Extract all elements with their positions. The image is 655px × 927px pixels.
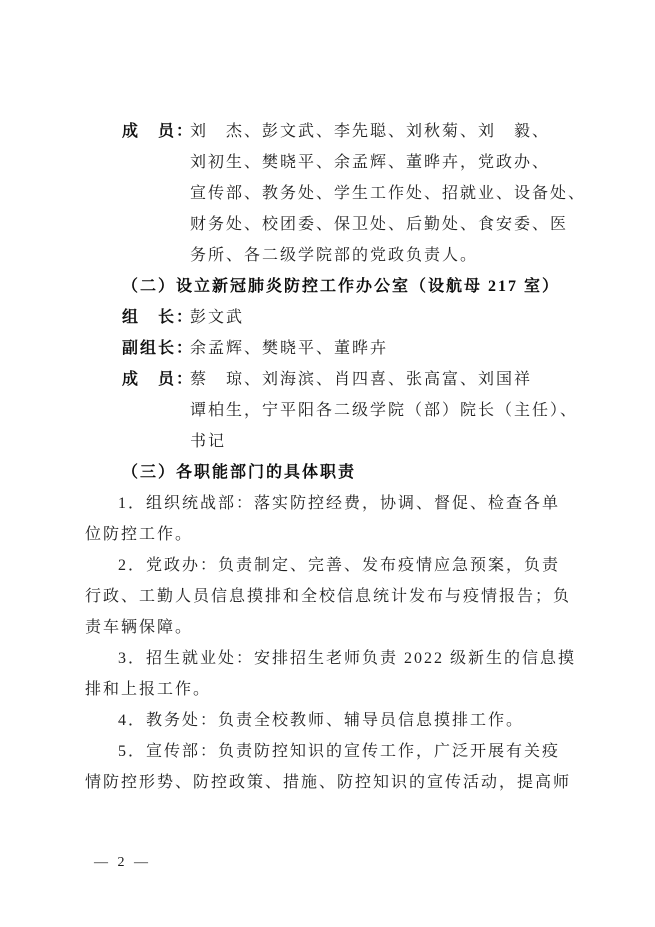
leader-name: 彭文武: [190, 309, 245, 326]
text-line: [85, 333, 585, 364]
text-line: [85, 302, 585, 333]
text-line: 2．党政办：负责制定、完善、发布疫情应急预案，负责: [118, 557, 561, 574]
deputy-names: 余孟辉、樊晓平、董晔卉: [190, 340, 389, 357]
text-line: 位防控工作。: [85, 526, 194, 543]
duty-paragraph-2: [85, 550, 585, 643]
text-line: 1．组织统战部：落实防控经费，协调、督促、检查各单: [118, 495, 561, 512]
text-line: 务所、各二级学院部的党政负责人。: [190, 247, 479, 264]
deputy-role-label: 副组长：: [122, 340, 195, 357]
leader-block: [85, 302, 585, 333]
text-line: 行政、工勤人员信息摸排和全校信息统计发布与疫情报告；负: [85, 588, 572, 605]
members-block-1: [85, 116, 585, 271]
deputy-leader-block: [85, 333, 585, 364]
member-role-label: 成 员：: [122, 371, 195, 388]
page-number: — 2 —: [94, 855, 151, 870]
member-names: 刘 杰、彭文武、李先聪、刘秋菊、刘 毅、: [190, 123, 551, 140]
text-line: 责车辆保障。: [85, 619, 194, 636]
document-body: [85, 116, 585, 798]
text-line: 5．宣传部：负责防控知识的宣传工作，广泛开展有关疫: [118, 743, 561, 760]
text-line: 书记: [190, 433, 227, 450]
duty-paragraph-3: [85, 643, 585, 705]
members-block-2: [85, 364, 585, 457]
section-heading-2: （二）设立新冠肺炎防控工作办公室（设航母 217 室）: [122, 278, 561, 295]
duty-paragraph-4: [85, 705, 585, 736]
text-line: 3．招生就业处：安排招生老师负责 2022 级新生的信息摸: [118, 650, 577, 667]
text-line: 财务处、校团委、保卫处、后勤处、食安委、医: [190, 216, 569, 233]
text-line: [85, 364, 585, 395]
member-names: 蔡 琼、刘海滨、肖四喜、张高富、刘国祥: [190, 371, 533, 388]
text-line: 宣传部、教务处、学生工作处、招就业、设备处、: [190, 185, 587, 202]
duty-paragraph-5: [85, 736, 585, 798]
text-line: [85, 116, 585, 147]
text-line: 情防控形势、防控政策、措施、防控知识的宣传活动，提高师: [85, 774, 572, 791]
text-line: 谭柏生，宁平阳各二级学院（部）院长（主任）、: [190, 402, 579, 419]
leader-role-label: 组 长：: [122, 309, 195, 326]
text-line: 排和上报工作。: [85, 681, 212, 698]
text-line: 4．教务处：负责全校教师、辅导员信息摸排工作。: [118, 712, 525, 729]
member-role-label: 成 员：: [122, 123, 195, 140]
duty-paragraph-1: [85, 488, 585, 550]
section-heading-3: （三）各职能部门的具体职责: [122, 464, 357, 481]
text-line: 刘初生、樊晓平、余孟辉、董晔卉，党政办、: [190, 154, 551, 171]
